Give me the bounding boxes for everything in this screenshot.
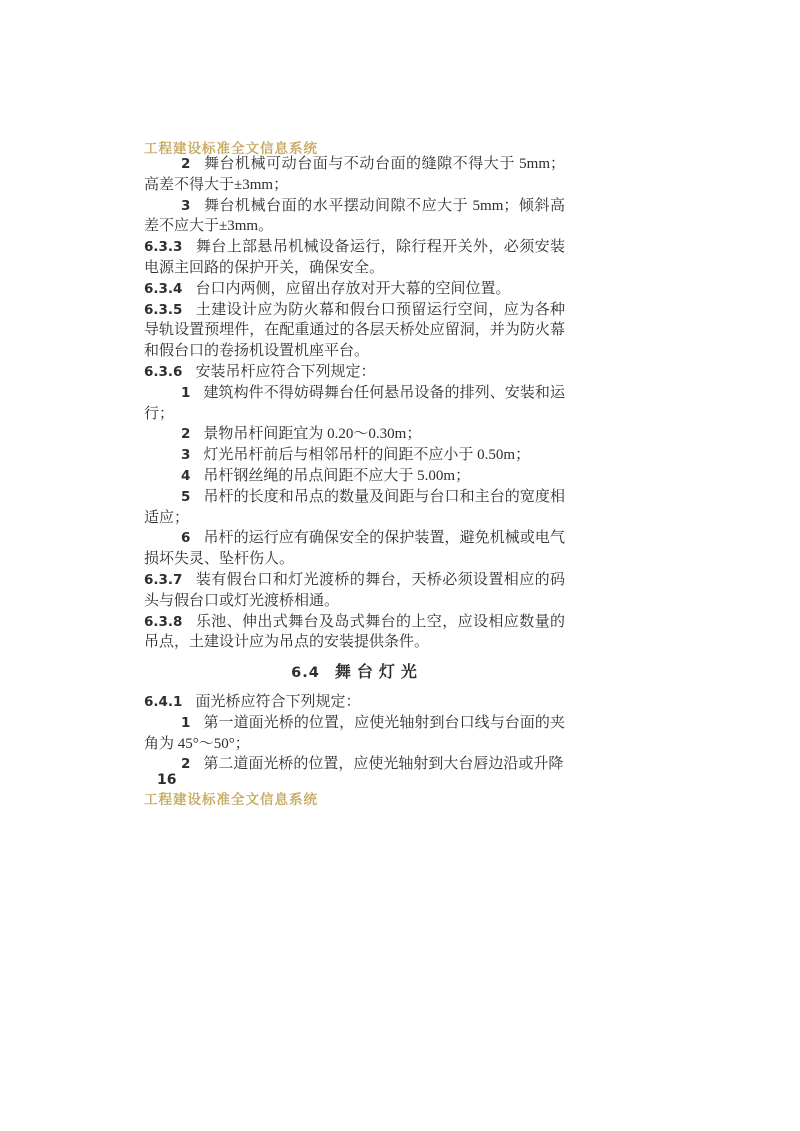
clause-6-3-8 (144, 612, 565, 654)
subitem-3b (144, 445, 565, 466)
paragraph-text: 吊杆的运行应有确保安全的保护装置，避免机械或电气损坏失灵、坠杆伤人。 (144, 530, 565, 568)
clause-number: 6.3.3 (144, 239, 183, 256)
paragraph-text: 灯光吊杆前后与相邻吊杆的间距不应小于 0.50m； (203, 447, 531, 464)
paragraph-text: 第二道面光桥的位置，应使光轴射到大台唇边沿或升降 (203, 756, 564, 773)
subitem-4 (144, 466, 565, 487)
paragraph-text: 台口内两侧，应留出存放对开大幕的空间位置。 (195, 280, 511, 297)
section-heading-6-4 (144, 663, 565, 684)
paragraph-text: 舞台机械台面的水平摆动间隙不应大于 5mm；倾斜高差不应大于±3mm。 (144, 197, 565, 235)
body-text (144, 154, 565, 775)
header-watermark: 工程建设标准全文信息系统 (144, 141, 318, 156)
clause-6-3-4 (144, 279, 565, 300)
section-title: 舞 台 灯 光 (334, 664, 418, 682)
subitem-number: 2 (181, 156, 191, 172)
paragraph-text: 土建设计应为防火幕和假台口预留运行空间，应为各种导轨设置预埋件，在配重通过的各层天桥处应留洞，并为防火幕和假台口的卷扬机设置机座平台。 (144, 301, 565, 360)
clause-6-3-6 (144, 362, 565, 383)
clause-number: 6.3.5 (144, 301, 183, 318)
clause-number: 6.3.7 (144, 571, 183, 588)
paragraph-text: 舞台上部悬吊机械设备运行，除行程开关外，必须安装电源主回路的保护开关，确保安全。 (144, 239, 565, 276)
clause-number: 6.3.6 (144, 363, 183, 380)
paragraph-text: 吊杆的长度和吊点的数量及间距与台口和主台的宽度相适应； (144, 488, 565, 526)
clause-6-3-7 (144, 570, 565, 612)
subitem-1 (144, 383, 565, 425)
subitem-number: 6 (181, 530, 191, 547)
subitem-number: 4 (181, 467, 191, 484)
subitem-2 (144, 154, 565, 196)
subitem-2c (144, 754, 565, 775)
paragraph-text: 舞台机械可动台面与不动台面的缝隙不得大于 5mm；高差不得大于±3mm； (144, 156, 565, 193)
subitem-6 (144, 528, 565, 570)
paragraph-text: 吊杆钢丝绳的吊点间距不应大于 5.00m； (203, 467, 471, 484)
paragraph-text: 景物吊杆间距宜为 0.20～0.30m； (203, 426, 422, 443)
clause-number: 6.3.4 (144, 280, 183, 297)
subitem-number: 5 (181, 488, 191, 505)
clause-number: 6.4.1 (144, 693, 183, 710)
paragraph-text: 建筑构件不得妨碍舞台任何悬吊设备的排列、安装和运行； (144, 384, 565, 422)
subitem-number: 3 (181, 447, 191, 464)
subitem-3 (144, 196, 565, 238)
subitem-number: 3 (181, 197, 191, 214)
clause-number: 6.3.8 (144, 613, 183, 630)
subitem-1b (144, 713, 565, 755)
subitem-number: 2 (181, 426, 191, 443)
page-number: 16 (157, 772, 177, 788)
subitem-number: 1 (181, 384, 191, 401)
paragraph-text: 安装吊杆应符合下列规定： (195, 363, 376, 380)
paragraph-text: 乐池、伸出式舞台及岛式舞台的上空，应设相应数量的吊点，土建设计应为吊点的安装提供条件。 (144, 613, 565, 651)
section-number: 6.4 (291, 665, 320, 682)
clause-6-4-1 (144, 692, 565, 713)
subitem-number: 1 (181, 714, 191, 731)
subitem-2b (144, 424, 565, 445)
footer-watermark: 工程建设标准全文信息系统 (144, 792, 318, 807)
clause-6-3-5 (144, 300, 565, 362)
paragraph-text: 第一道面光桥的位置，应使光轴射到台口线与台面的夹角为 45°～50°； (144, 714, 565, 752)
paragraph-text: 面光桥应符合下列规定： (195, 693, 361, 710)
paragraph-text: 装有假台口和灯光渡桥的舞台，天桥必须设置相应的码头与假台口或灯光渡桥相通。 (144, 571, 565, 609)
subitem-5 (144, 487, 565, 529)
clause-6-3-3 (144, 237, 565, 279)
subitem-number: 2 (181, 756, 191, 773)
